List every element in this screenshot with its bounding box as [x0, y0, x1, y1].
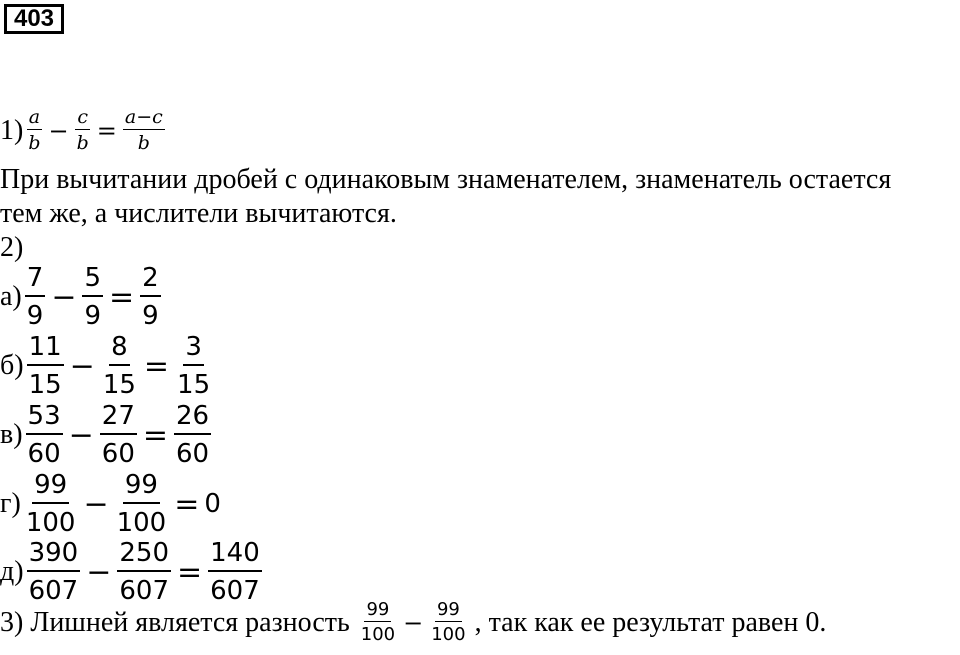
part3-fraction-2: $\frac{99}{100}$ [431, 599, 466, 645]
result-value: 0 [204, 489, 221, 519]
minus-sign: − [68, 417, 94, 453]
part3-line [0, 601, 826, 644]
equals-sign: = [109, 279, 135, 315]
problem-number: 403 [4, 4, 64, 34]
part2-item [0, 540, 263, 604]
fraction-minuend: $\frac{390}{607}$ [28, 538, 79, 606]
minus-sign: − [86, 554, 112, 590]
part1-explanation-line1: При вычитании дробей с одинаковым знаменателем, знаменатель остается [0, 164, 892, 195]
fraction-result: $\frac{26}{60}$ [176, 401, 210, 469]
equals-sign: = [174, 486, 200, 522]
fraction-minuend: $\frac{53}{60}$ [27, 401, 61, 469]
part2-item [0, 403, 212, 467]
minus-sign: − [69, 348, 95, 384]
equals-sign: = [96, 116, 117, 145]
part1-label: 1) [0, 114, 24, 146]
item-label: а) [0, 281, 22, 312]
fraction-c-over-b: $\frac{c}{b}$ [76, 106, 89, 154]
part2-label: 2) [0, 232, 24, 263]
item-label: г) [0, 488, 21, 519]
fraction-minuend: $\frac{11}{15}$ [28, 332, 62, 400]
minus-sign: − [48, 116, 69, 145]
equals-sign: = [142, 417, 169, 453]
minus-sign: − [83, 486, 109, 522]
fraction-subtrahend: $\frac{250}{607}$ [119, 538, 169, 606]
part1-formula-line [0, 108, 166, 153]
minus-sign: − [51, 279, 77, 315]
fraction-subtrahend: $\frac{99}{100}$ [116, 470, 167, 538]
item-label: в) [0, 419, 23, 450]
equals-sign: = [143, 348, 170, 384]
part2-item [0, 472, 221, 536]
part3-prefix: 3) Лишней является разность [0, 606, 350, 638]
fraction-a-over-b: $\frac{a}{b}$ [28, 106, 41, 154]
fraction-minuend: $\frac{7}{9}$ [26, 263, 44, 331]
minus-sign: − [403, 608, 424, 637]
part3-suffix: , так как ее результат равен 0. [474, 606, 827, 638]
fraction-subtrahend: $\frac{27}{60}$ [101, 401, 135, 469]
fraction-result: $\frac{3}{15}$ [177, 332, 211, 400]
fraction-subtrahend: $\frac{8}{15}$ [102, 332, 136, 400]
fraction-result: $\frac{140}{607}$ [210, 538, 260, 606]
equals-sign: = [177, 554, 203, 590]
item-label: д) [0, 556, 24, 587]
fraction-minuend: $\frac{99}{100}$ [25, 470, 76, 538]
part1-explanation-line2: тем же, а числители вычитаются. [0, 198, 397, 229]
item-label: б) [0, 350, 24, 381]
part2-item [0, 265, 162, 329]
fraction-result: $\frac{2}{9}$ [142, 263, 159, 331]
fraction-subtrahend: $\frac{5}{9}$ [84, 263, 101, 331]
part2-item [0, 334, 213, 398]
fraction-a-minus-c-over-b: $\frac{a-c}{b}$ [124, 106, 163, 154]
part3-fraction-1: $\frac{99}{100}$ [360, 599, 396, 645]
